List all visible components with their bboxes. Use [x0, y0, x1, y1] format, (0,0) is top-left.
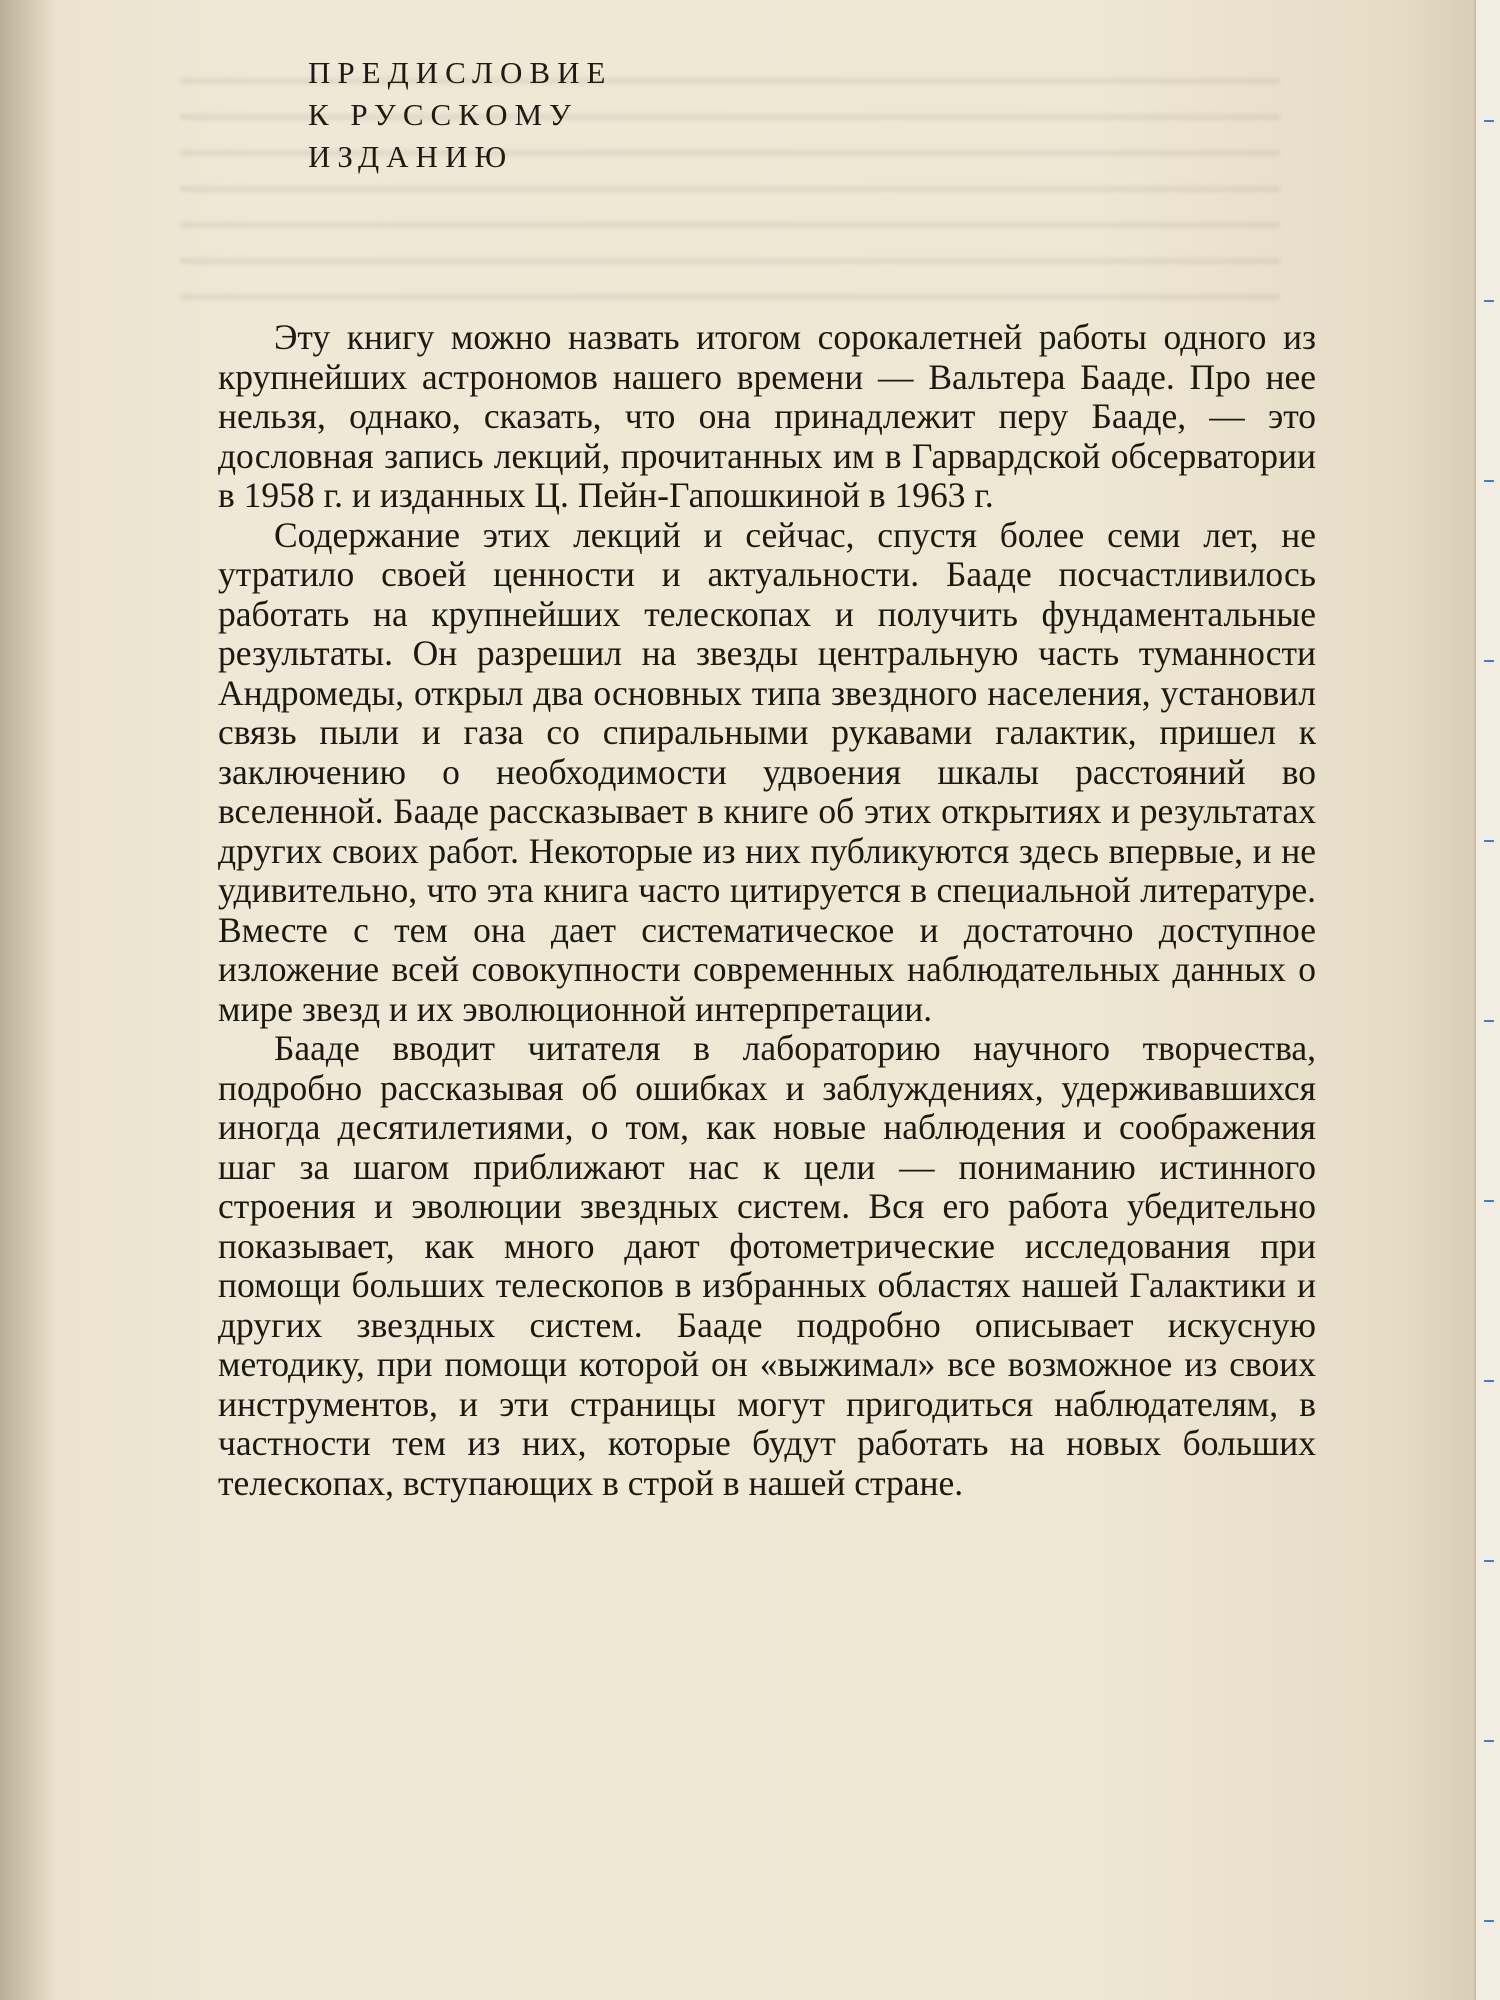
heading-line-1: ПРЕДИСЛОВИЕ [308, 55, 613, 90]
page-edge-strip [1474, 0, 1500, 2000]
paragraph-2: Содержание этих лекций и сейчас, спустя более семи лет, не утратило своей ценности и актуальности. Бааде посчастливилось работать на крупнейших телескопах и получить фундаментальные результаты. Он разрешил на звезды центральную часть туманности Андромеды, открыл два основных типа звездного населения, установил связь пыли и газа со спиральными рукавами галактик, пришел к заключению о необходимости удвоения шкалы расстояний во вселенной. Бааде рассказывает в книге об этих открытиях и результатах других своих работ. Некоторые из них публикуются здесь впервые, и не удивительно, что эта книга часто цитируется в специальной литературе. Вместе с тем она дает систематическое и достаточно доступное изложение всей совокупности современных наблюдательных данных о мире звезд и их эволюционной интерпретации. [218, 514, 1316, 1029]
heading-line-3: ИЗДАНИЮ [308, 139, 514, 174]
paragraph-1: Эту книгу можно назвать итогом сорокалетней работы одного из крупнейших астрономов нашего времени — Вальтера Бааде. Про нее нельзя, однако, сказать, что она принадлежит перу Бааде, — это дословная запись лекций, прочитанных им в Гарвардской обсерватории в 1958 г. и изданных Ц. Пейн-Гапошкиной в 1963 г. [218, 317, 1316, 515]
chapter-heading [308, 52, 612, 178]
body-text [218, 318, 1316, 1503]
paragraph-3: Бааде вводит читателя в лабораторию научного творчества, подробно рассказывая об ошибках и заблуждениях, удерживавшихся иногда десятилетиями, о том, как новые наблюдения и соображения шаг за шагом приближают нас к цели — пониманию истинного строения и эволюции звездных систем. Вся его работа убедительно показывает, как много дают фотометрические исследования при помощи больших телескопов в избранных областях нашей Галактики и других звездных систем. Бааде подробно описывает искусную методику, при помощи которой он «выжимал» все возможное из своих инструментов, и эти страницы могут пригодиться наблюдателям, в частности тем из них, которые будут работать на новых больших телескопах, вступающих в строй в нашей стране. [218, 1028, 1316, 1503]
binding-shadow [0, 0, 55, 2000]
heading-line-2: К РУССКОМУ [308, 97, 579, 132]
